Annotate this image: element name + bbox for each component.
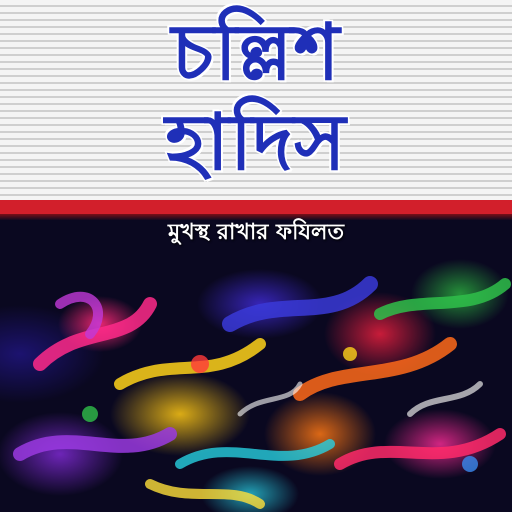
book-title-line-2: হাদিস [165,98,347,188]
calligraphy-artwork [0,214,512,512]
calligraphy-art-icon [0,214,512,512]
book-subtitle: মুখস্থ রাখার ফযিলত [168,220,344,245]
red-divider-band [0,200,512,214]
book-title-line-1: চল্লিশ [171,8,341,98]
